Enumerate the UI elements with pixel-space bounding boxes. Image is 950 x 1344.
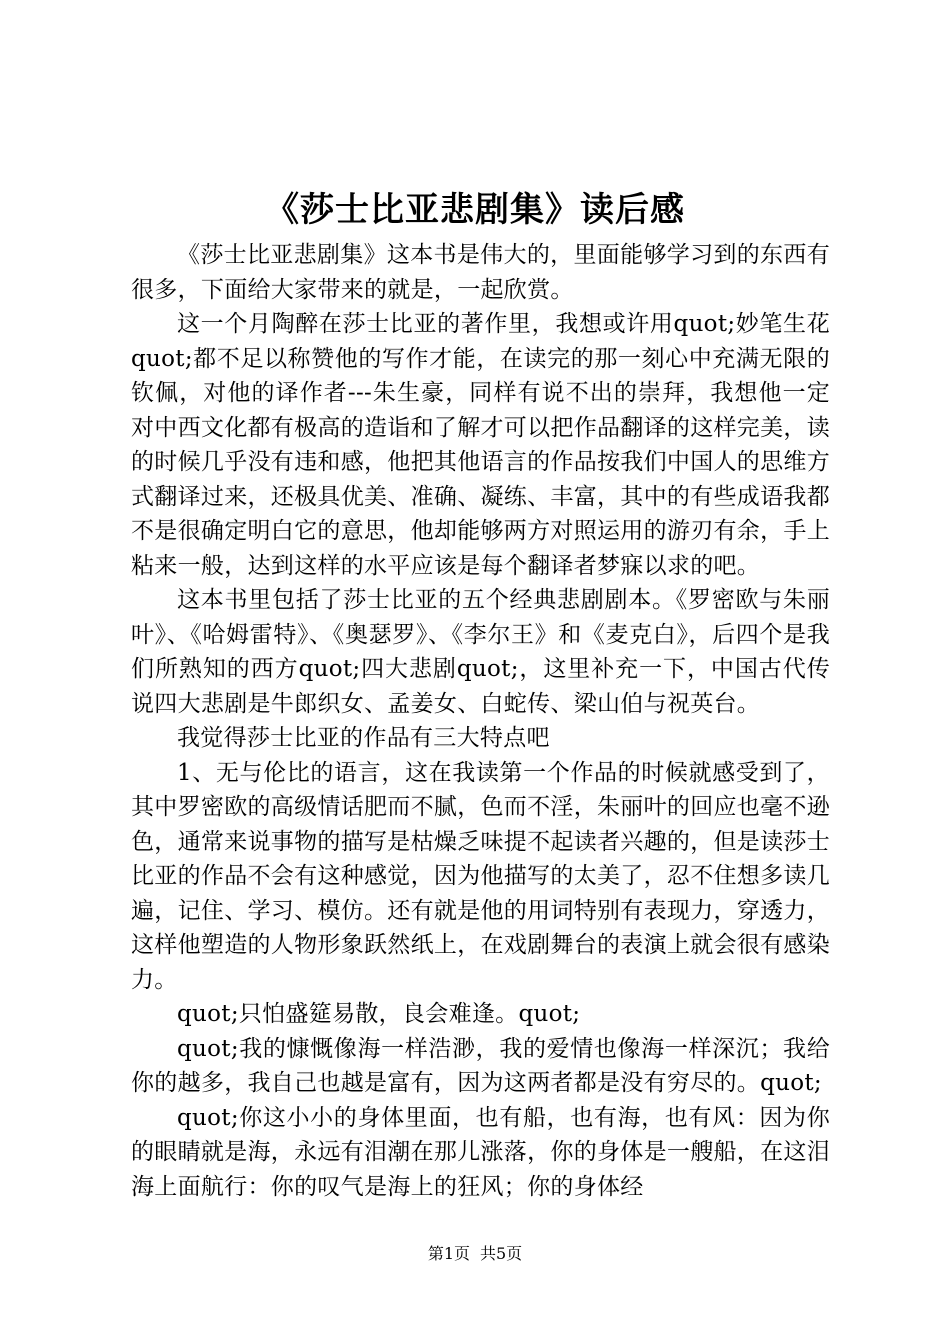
document-body (131, 238, 830, 1204)
paragraph-intro: 《莎士比亚悲剧集》这本书是伟大的，里面能够学习到的东西有很多，下面给大家带来的就是，一起欣赏。 (131, 242, 830, 303)
document-title: 《莎士比亚悲剧集》读后感 (265, 190, 685, 230)
paragraph-five-tragedies: 这本书里包括了莎士比亚的五个经典悲剧剧本。《罗密欧与朱丽叶》、《哈姆雷特》、《奥瑟罗》、《李尔王》和《麦克白》，后四个是我们所熟知的西方quot;四大悲剧quot;，这里补充一下，中国古代传说四大悲剧是牛郎织女、孟姜女、白蛇传、梁山伯与祝英台。 (131, 587, 830, 717)
paragraph-quote-ship: quot;你这小小的身体里面，也有船，也有海，也有风：因为你的眼睛就是海，永远有泪潮在那儿涨落，你的身体是一艘船，在这泪海上面航行：你的叹气是海上的狂风；你的身体经 (131, 1104, 830, 1200)
paragraph-translator-praise: 这一个月陶醉在莎士比亚的著作里，我想或许用quot;妙笔生花quot;都不足以称赞他的写作才能，在读完的那一刻心中充满无限的钦佩，对他的译作者---朱生豪，同样有说不出的崇拜，我想他一定对中西文化都有极高的造诣和了解才可以把作品翻译的这样完美，读的时候几乎没有违和感，他把其他语言的作品按我们中国人的思维方式翻译过来，还极具优美、准确、凝练、丰富，其中的有些成语我都不是很确定明白它的意思，他却能够两方对照运用的游刃有余，手上粘来一般，达到这样的水平应该是每个翻译者梦寐以求的吧。 (131, 311, 830, 579)
paragraph-three-features: 我觉得莎士比亚的作品有三大特点吧 (177, 725, 550, 751)
page-footer (0, 1243, 950, 1265)
paragraph-quote-bounty: quot;我的慷慨像海一样浩渺，我的爱情也像海一样深沉；我给你的越多，我自己也越是富有，因为这两者都是没有穷尽的。quot; (131, 1035, 830, 1096)
page-number: 第1页 (427, 1244, 470, 1263)
page-total: 共5页 (480, 1244, 523, 1263)
paragraph-quote-feast: quot;只怕盛筵易散，良会难逢。quot; (177, 1001, 581, 1027)
paragraph-feature-language: 1、无与伦比的语言，这在我读第一个作品的时候就感受到了，其中罗密欧的高级情话肥而不腻，色而不淫，朱丽叶的回应也毫不逊色，通常来说事物的描写是枯燥乏味提不起读者兴趣的，但是读莎士比亚的作品不会有这种感觉，因为他描写的太美了，忍不住想多读几遍，记住、学习、模仿。还有就是他的用词特别有表现力，穿透力，这样他塑造的人物形象跃然纸上，在戏剧舞台的表演上就会很有感染力。 (131, 759, 830, 993)
